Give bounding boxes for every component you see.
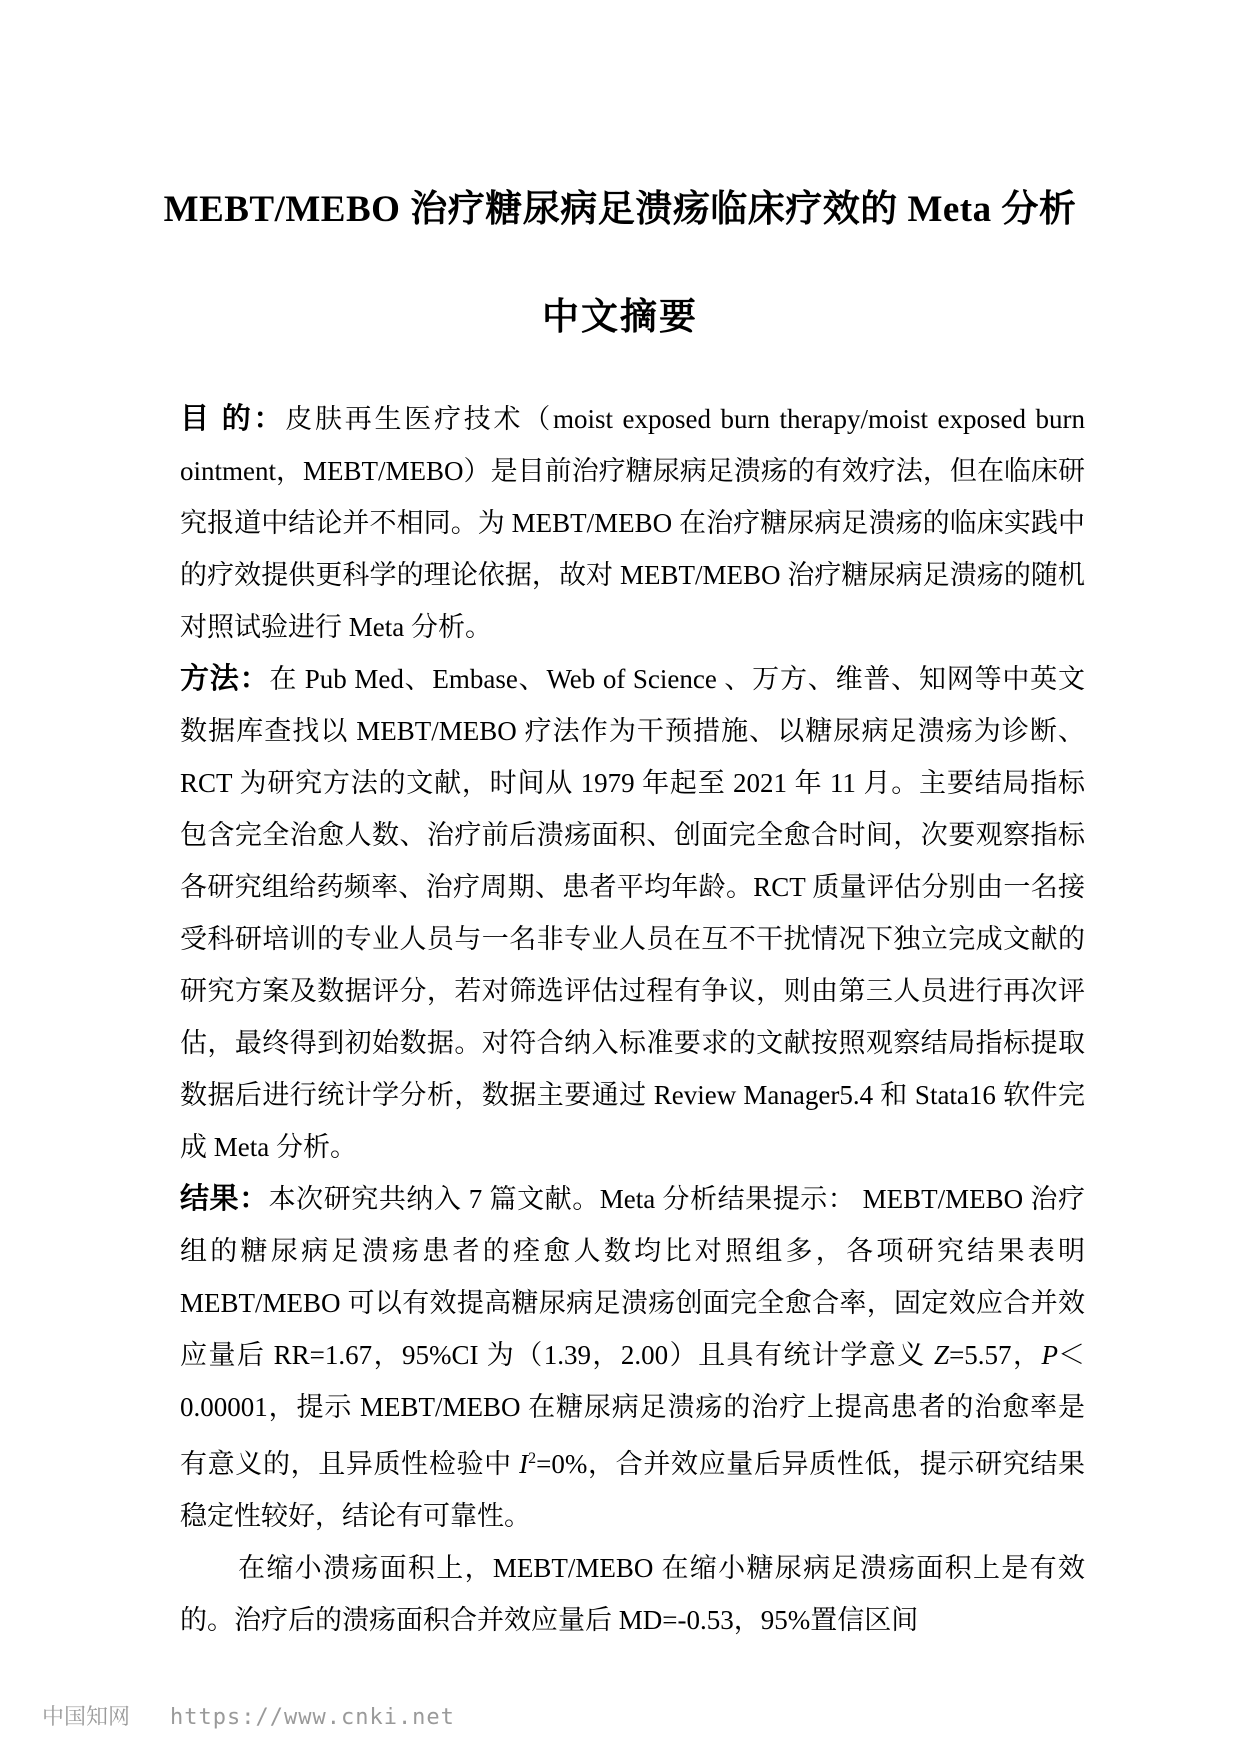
- results-label: 结果：: [180, 1183, 269, 1215]
- abstract-body: [180, 393, 1085, 1646]
- results-text-2: =0%，合并效应量后异质性低，提示研究结果稳定性较好，结论有可靠性。: [180, 1449, 1086, 1531]
- methods-label: 方法：: [180, 663, 270, 695]
- paper-title: MEBT/MEBO 治疗糖尿病足溃疡临床疗效的 Meta 分析: [163, 189, 1077, 230]
- methods-text: 在 Pub Med、Embase、Web of Science 、万方、维普、知网等中英文数据库查找以 MEBT/MEBO 疗法作为干预措施、以糖尿病足溃疡为诊断、RCT 为研究方法的文献，时间从 1979 年起至 2021 年 11 月。主要结局指标包含完全治愈人数、治疗前后溃疡面积、创面完全愈合时间，次要观察指标各研究组给药频率、治疗周期、患者平均年龄。RCT 质量评估分别由一名接受科研培训的专业人员与一名非专业人员在互不干扰情况下独立完成文献的研究方案及数据评分，若对筛选评估过程有争议，则由第三人员进行再次评估，最终得到初始数据。对符合纳入标准要求的文献按照观察结局指标提取数据后进行统计学分析，数据主要通过 Review Manager5.4 和 Stata16 软件完成 Meta 分析。: [180, 664, 1085, 1162]
- z-variable: Z: [934, 1340, 950, 1370]
- i-variable: I: [519, 1449, 529, 1479]
- section-heading: 中文摘要: [542, 297, 698, 338]
- results-text-1: 本次研究共纳入 7 篇文献。Meta 分析结果提示： MEBT/MEBO 治疗组的糖尿病足溃疡患者的痊愈人数均比对照组多，各项研究结果表明 MEBT/MEBO 可以有效提高糖尿病足溃疡创面完全愈合率，固定效应合并效应量后 RR=1.67，95%CI 为（1.39，2.00）且具有统计学意义: [180, 1184, 1085, 1370]
- objective-text: 皮肤再生医疗技术（moist exposed burn therapy/moist exposed burn ointment，MEBT/MEBO）是目前治疗糖尿病足溃疡的有效疗法，但在临床研究报道中结论并不相同。为 MEBT/MEBO 在治疗糖尿病足溃疡的临床实践中的疗效提供更科学的理论依据，故对 MEBT/MEBO 治疗糖尿病足溃疡的随机对照试验进行 Meta 分析。: [180, 404, 1085, 642]
- z-value: =5.57，: [949, 1340, 1042, 1370]
- cnki-brand: 中国知网: [42, 1705, 131, 1730]
- results-paragraph: [180, 1173, 1085, 1542]
- p-variable: P: [1041, 1340, 1058, 1370]
- p-value-text: ＜0.00001，提示 MEBT/MEBO 在糖尿病足溃疡的治疗上提高患者的治愈率是有意义的，且异质性检验中: [180, 1340, 1085, 1479]
- area-paragraph: 在缩小溃疡面积上，MEBT/MEBO 在缩小糖尿病足溃疡面积上是有效的。治疗后的溃疡面积合并效应量后 MD=-0.53，95%置信区间: [180, 1553, 1085, 1635]
- cnki-url: https://www.cnki.net: [170, 1705, 455, 1730]
- objective-paragraph: [180, 393, 1085, 653]
- footer-watermark: [42, 1700, 455, 1731]
- objective-label: 目 的：: [180, 403, 286, 435]
- i-superscript: 2: [528, 1450, 537, 1467]
- methods-paragraph: [180, 653, 1085, 1173]
